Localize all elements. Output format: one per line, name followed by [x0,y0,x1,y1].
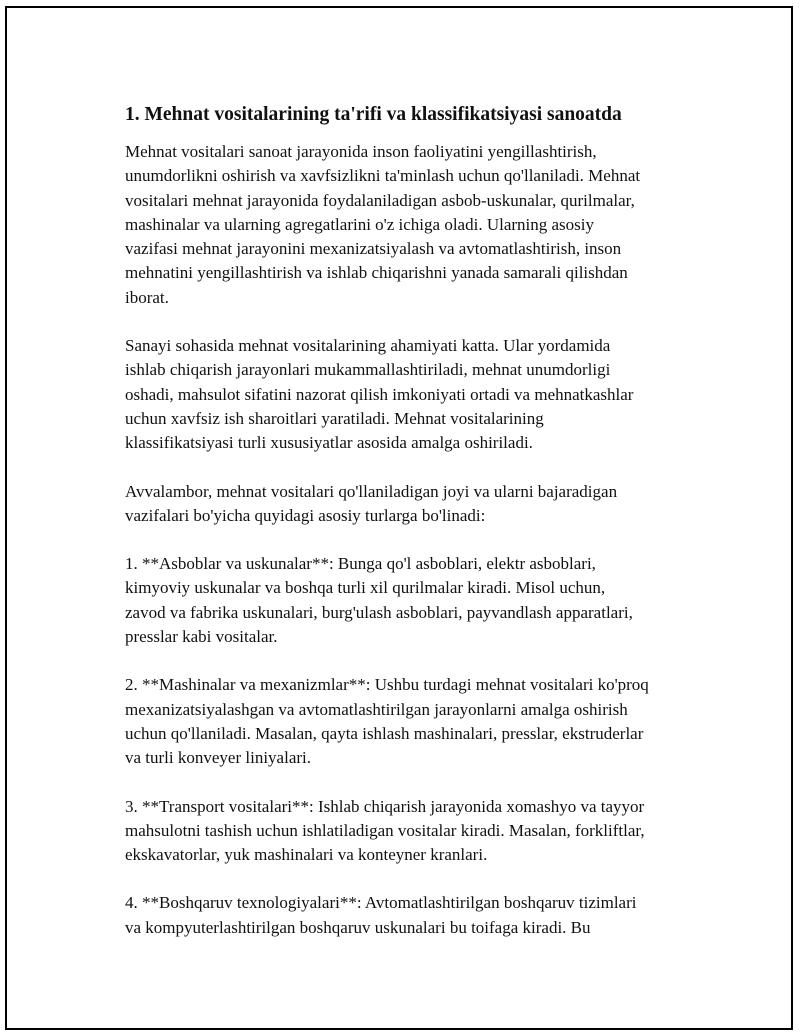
paragraph-importance: Sanayi sohasida mehnat vositalarining ahamiyati katta. Ular yordamida ishlab chiqarish jarayonlari mukammallashtiriladi, mehnat unumdorligi oshadi, mahsulot sifatini nazorat qilish imkoniyati ortadi va mehnatkashlar uchun xavfsiz ish sharoitlari yaratiladi. Mehnat vositalarining klassifikatsiyasi turli xususiyatlar asosida amalga oshiriladi. [125,336,634,453]
paragraph-intro: Mehnat vositalari sanoat jarayonida inson faoliyatini yengillashtirish, unumdorlikni oshirish va xavfsizlikni ta'minlash uchun qo'llaniladi. Mehnat vositalari mehnat jarayonida foydalaniladigan asbob-uskunalar, qurilmalar, mashinalar va ularning agregatlarini o'z ichiga oladi. Ularning asosiy vazifasi mehnat jarayonini mexanizatsiyalash va avtomatlashtirish, inson mehnatini yengillashtirish va ishlab chiqarishni yanada samarali qilishdan iborat. [125,142,641,307]
list-item-tools: 1. **Asboblar va uskunalar**: Bunga qo'l asboblari, elektr asboblari, kimyoviy uskunalar va boshqa turli xil qurilmalar kiradi. Misol uchun, zavod va fabrika uskunalari, burg'ulash asboblari, payvandlash apparatlari, presslar kabi vositalar. [125,554,633,647]
list-item-transport: 3. **Transport vositalari**: Ishlab chiqarish jarayonida xomashyo va tayyor mahsulotni tashish uchun ishlatiladigan vositalar kiradi. Masalan, forkliftlar, ekskavatorlar, yuk mashinalari va konteyner kranlari. [125,796,645,865]
document-title: 1. Mehnat vositalarining ta'rifi va klassifikatsiyasi sanoatda [125,104,622,125]
page-frame [5,6,793,1030]
paragraph-classification-intro: Avvalambor, mehnat vositalari qo'llaniladigan joyi va ularni bajaradigan vazifalari bo'yicha quyidagi asosiy turlarga bo'linadi: [125,481,618,525]
list-item-control: 4. **Boshqaruv texnologiyalari**: Avtomatlashtirilgan boshqaruv tizimlari va kompyuterlashtirilgan boshqaruv uskunalari bu toifaga kiradi. Bu [125,893,637,937]
document-body [125,102,705,964]
list-item-machines: 2. **Mashinalar va mexanizmlar**: Ushbu turdagi mehnat vositalari ko'proq mexanizatsiyalashgan va avtomatlashtirilgan jarayonlarni amalga oshirish uchun qo'llaniladi. Masalan, qayta ishlash mashinalari, presslar, ekstruderlar va turli konveyer liniyalari. [125,675,649,768]
